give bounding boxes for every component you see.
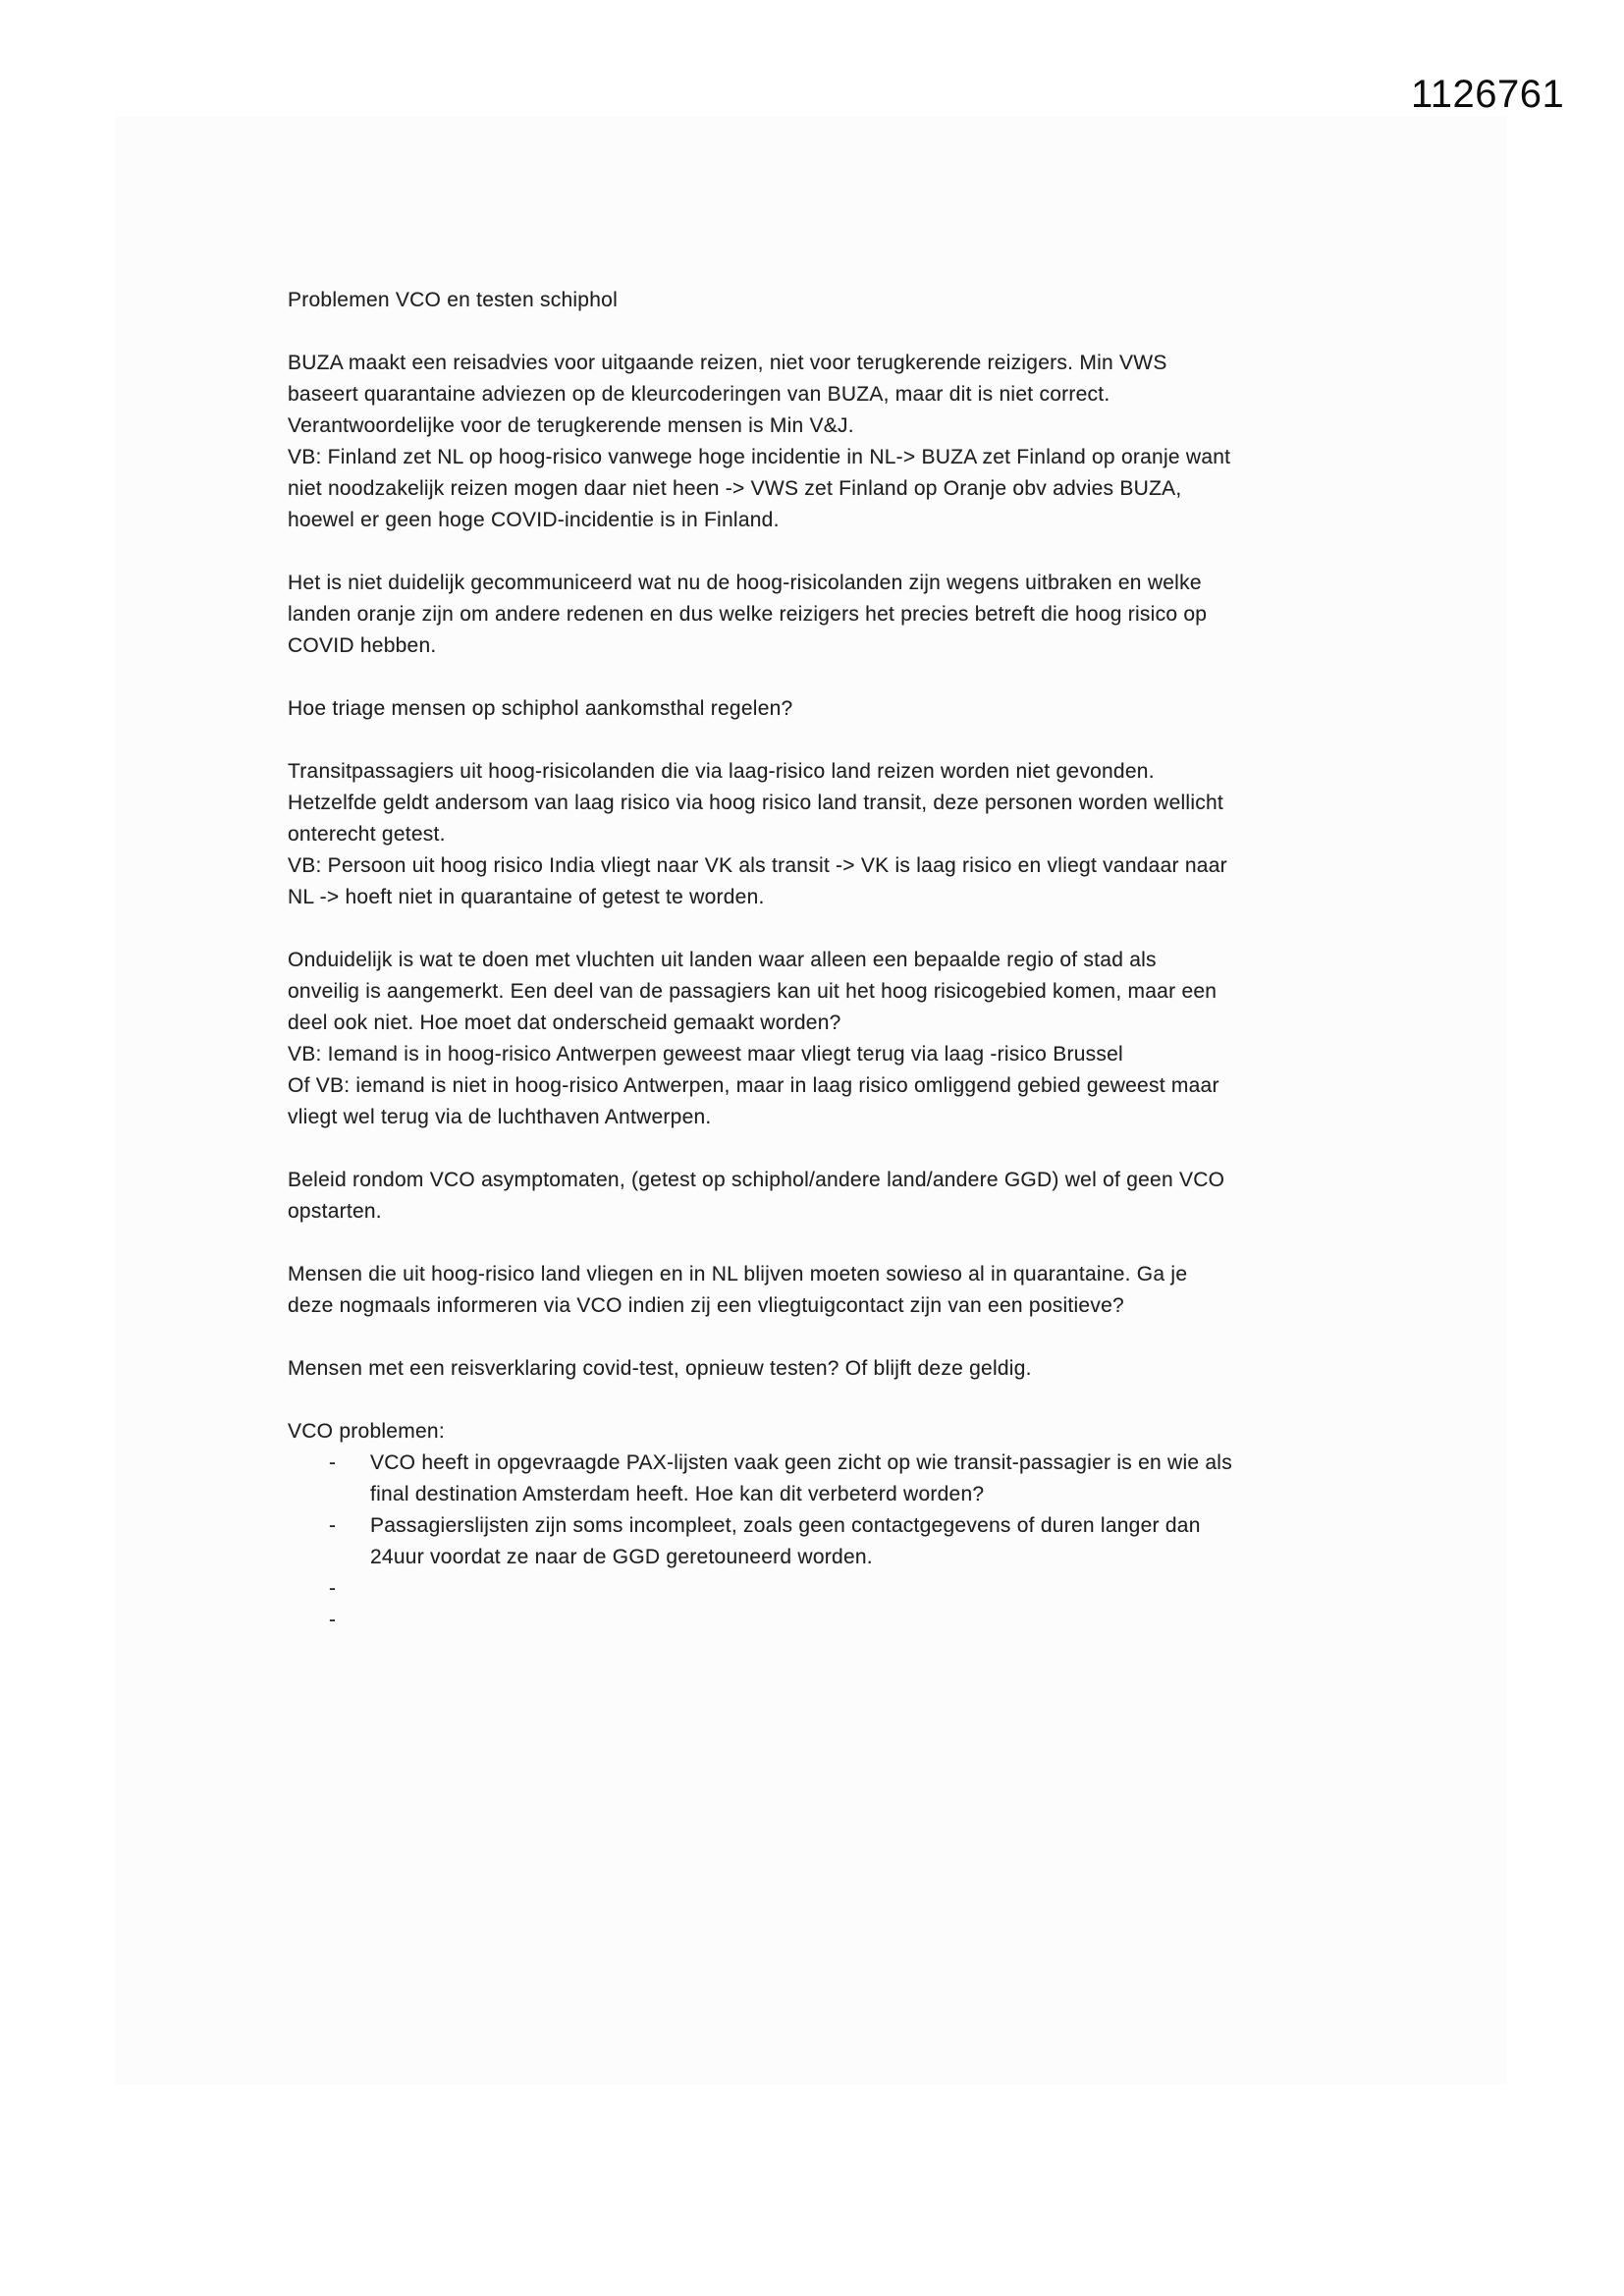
paragraph-line: baseert quarantaine adviezen op de kleurcoderingen van BUZA, maar dit is niet correct. <box>288 383 1110 406</box>
list-item-text <box>370 1605 1358 1636</box>
paragraph-line: VB: Persoon uit hoog risico India vliegt naar VK als transit -> VK is laag risico en vliegt vandaar naar <box>288 854 1227 877</box>
paragraph-line: NL -> hoeft niet in quarantaine of getest te worden. <box>288 886 765 908</box>
paragraph-line: opstarten. <box>288 1200 382 1223</box>
paragraph-line: VB: Finland zet NL op hoog-risico vanwege hoge incidentie in NL-> BUZA zet Finland op oranje want <box>288 446 1231 468</box>
paragraph-line: Beleid rondom VCO asymptomaten, (getest op schiphol/andere land/andere GGD) wel of geen VCO <box>288 1169 1225 1191</box>
paragraph-line: onveilig is aangemerkt. Een deel van de passagiers kan uit het hoog risicogebied komen, maar een <box>288 980 1218 1003</box>
paragraph-line <box>370 1605 1358 1636</box>
paragraph-line: Transitpassagiers uit hoog-risicolanden die via laag-risico land reizen worden niet gevonden. <box>288 760 1155 783</box>
document-text-block <box>288 285 1358 1667</box>
paragraph-line: Het is niet duidelijk gecommuniceerd wat nu de hoog-risicolanden zijn wegens uitbraken en welke <box>288 572 1202 594</box>
paragraph-line: COVID hebben. <box>288 634 437 657</box>
paragraph-line: Hoe triage mensen op schiphol aankomsthal regelen? <box>288 697 793 720</box>
paragraph-line: landen oranje zijn om andere redenen en dus welke reizigers het precies betreft die hoog risico op <box>288 603 1208 626</box>
dash-bullet-icon: - <box>329 1609 337 1631</box>
paragraph-line: Passagierslijsten zijn soms incompleet, zoals geen contactgegevens of duren langer dan <box>370 1514 1201 1537</box>
list-item-text <box>370 1510 1358 1573</box>
paragraph-line: Mensen die uit hoog-risico land vliegen en in NL blijven moeten sowieso al in quarantaine. Ga je <box>288 1263 1188 1285</box>
paragraph-line: Verantwoordelijke voor de terugkerende mensen is Min V&J. <box>288 414 854 437</box>
paragraph-line: Mensen met een reisverklaring covid-test, opnieuw testen? Of blijft deze geldig. <box>288 1357 1032 1380</box>
paragraph-line: hoewel er geen hoge COVID-incidentie is in Finland. <box>288 509 780 531</box>
paragraph-line: Hetzelfde geldt andersom van laag risico via hoog risico land transit, deze personen worden wellicht <box>288 792 1224 814</box>
list-item <box>288 1605 1358 1636</box>
paragraph-line: VB: Iemand is in hoog-risico Antwerpen geweest maar vliegt terug via laag -risico Brussel <box>288 1043 1123 1066</box>
bullet-list <box>288 1416 1358 1636</box>
list-item-text <box>370 1448 1358 1510</box>
doc-number: 1126761 <box>1411 73 1565 116</box>
list-item <box>288 1510 1358 1573</box>
list-item <box>288 1448 1358 1510</box>
paragraph-line: VCO heeft in opgevraagde PAX-lijsten vaak geen zicht op wie transit-passagier is en wie als <box>370 1451 1232 1474</box>
paragraph-line: BUZA maakt een reisadvies voor uitgaande reizen, niet voor terugkerende reizigers. Min VWS <box>288 352 1167 374</box>
dash-bullet-icon: - <box>329 1514 337 1537</box>
paragraphs-container <box>288 348 1358 1636</box>
paragraph-line: vliegt wel terug via de luchthaven Antwerpen. <box>288 1106 712 1128</box>
paragraph <box>288 1353 1358 1385</box>
dash-bullet-icon: - <box>329 1577 337 1600</box>
paragraph <box>288 568 1358 662</box>
doc-title: Problemen VCO en testen schiphol <box>288 289 619 311</box>
paragraph-line <box>370 1573 1358 1605</box>
paragraph-line: Of VB: iemand is niet in hoog-risico Antwerpen, maar in laag risico omliggend gebied geweest maar <box>288 1074 1219 1097</box>
paragraph-line: niet noodzakelijk reizen mogen daar niet heen -> VWS zet Finland op Oranje obv advies BUZA, <box>288 477 1182 500</box>
paragraph <box>288 756 1358 913</box>
paragraph-line: onterecht getest. <box>288 823 446 846</box>
paragraph <box>288 945 1358 1133</box>
paragraph-line: final destination Amsterdam heeft. Hoe kan dit verbeterd worden? <box>370 1483 985 1505</box>
list-item-text <box>370 1573 1358 1605</box>
paragraph <box>288 1165 1358 1228</box>
paragraph-line: Onduidelijk is wat te doen met vluchten uit landen waar alleen een bepaalde regio of stad als <box>288 949 1157 971</box>
paragraph-line: deze nogmaals informeren via VCO indien zij een vliegtuigcontact zijn van een positieve? <box>288 1294 1124 1317</box>
paragraph <box>288 348 1358 536</box>
list-lead: VCO problemen: <box>288 1420 445 1443</box>
paragraph-line: deel ook niet. Hoe moet dat onderscheid gemaakt worden? <box>288 1011 841 1034</box>
paragraph <box>288 1259 1358 1322</box>
paragraph <box>288 693 1358 725</box>
paragraph-line: 24uur voordat ze naar de GGD geretouneerd worden. <box>370 1546 873 1568</box>
list-item <box>288 1573 1358 1605</box>
dash-bullet-icon: - <box>329 1451 337 1474</box>
